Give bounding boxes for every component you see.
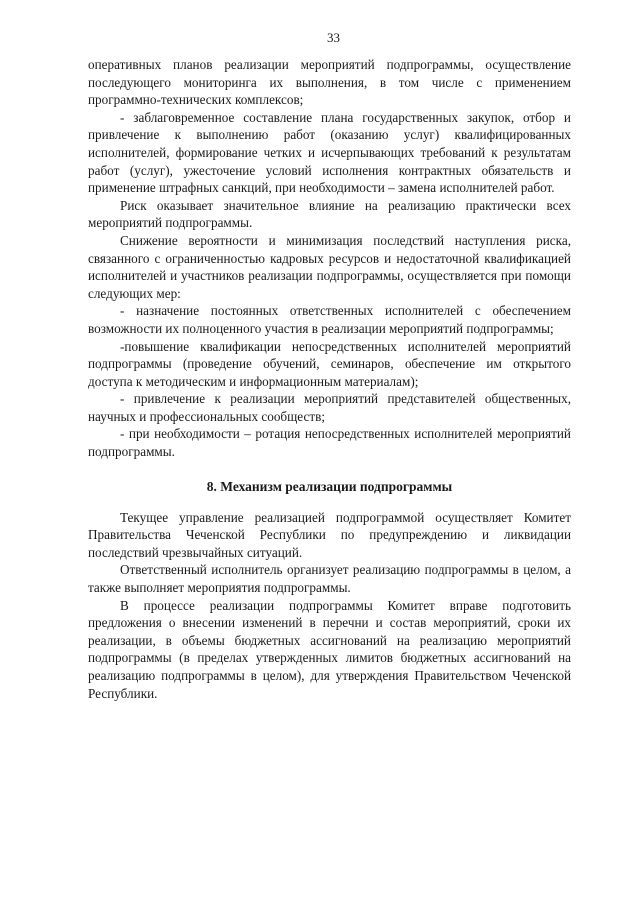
- paragraph-7: - привлечение к реализации мероприятий представителей общественных, научных и профессиональных сообществ;: [88, 391, 571, 424]
- paragraph-2: - заблаговременное составление плана государственных закупок, отбор и привлечение к выполнению работ (оказанию услуг) квалифицированных исполнителей, формирование четких и исчерпывающих требований к результатам работ (услуг), ужесточение условий исполнения контрактных обязательств и применение штрафных санкций, при необходимости – замена исполнителей работ.: [88, 109, 571, 196]
- paragraph-1: оперативных планов реализации мероприятий подпрограммы, осуществление последующего мониторинга их выполнения, в том числе с применением программно-технических комплексов;: [88, 57, 571, 108]
- paragraph-3: Риск оказывает значительное влияние на реализацию практически всех мероприятий подпрограммы.: [88, 197, 571, 231]
- paragraph-8: - при необходимости – ротация непосредственных исполнителей мероприятий подпрограммы.: [88, 426, 571, 460]
- paragraph-10: Ответственный исполнитель организует реализацию подпрограммы в целом, а также выполняет мероприятия подпрограммы.: [88, 562, 571, 596]
- paragraph-4: Снижение вероятности и минимизация последствий наступления риска, связанного с ограниченностью кадровых ресурсов и недостаточной квалификацией исполнителей и участников реализации подпрограммы, осуществляется при помощи следующих мер:: [88, 232, 571, 301]
- paragraph-5: - назначение постоянных ответственных исполнителей с обеспечением возможности их полноценного участия в реализации мероприятий подпрограммы;: [88, 303, 571, 336]
- section-heading: 8. Механизм реализации подпрограммы: [206, 478, 453, 494]
- page-number: 33: [327, 30, 340, 45]
- paragraph-6: -повышение квалификации непосредственных исполнителей мероприятий подпрограммы (проведение обучений, семинаров, обеспечение им открытого доступа к методическим и информационным материалам);: [88, 338, 571, 389]
- document-page: [88, 30, 571, 702]
- paragraph-9: Текущее управление реализацией подпрограммой осуществляет Комитет Правительства Чеченской Республики по предупреждению и ликвидации последствий чрезвычайных ситуаций.: [88, 509, 571, 560]
- paragraph-11: В процессе реализации подпрограммы Комитет вправе подготовить предложения о внесении изменений в перечни и состав мероприятий, сроки их реализации, в объемы бюджетных ассигнований на реализацию мероприятий подпрограммы (в пределах утвержденных лимитов бюджетных ассигнований на реализацию подпрограммы в целом), для утверждения Правительством Чеченской Республики.: [88, 597, 571, 701]
